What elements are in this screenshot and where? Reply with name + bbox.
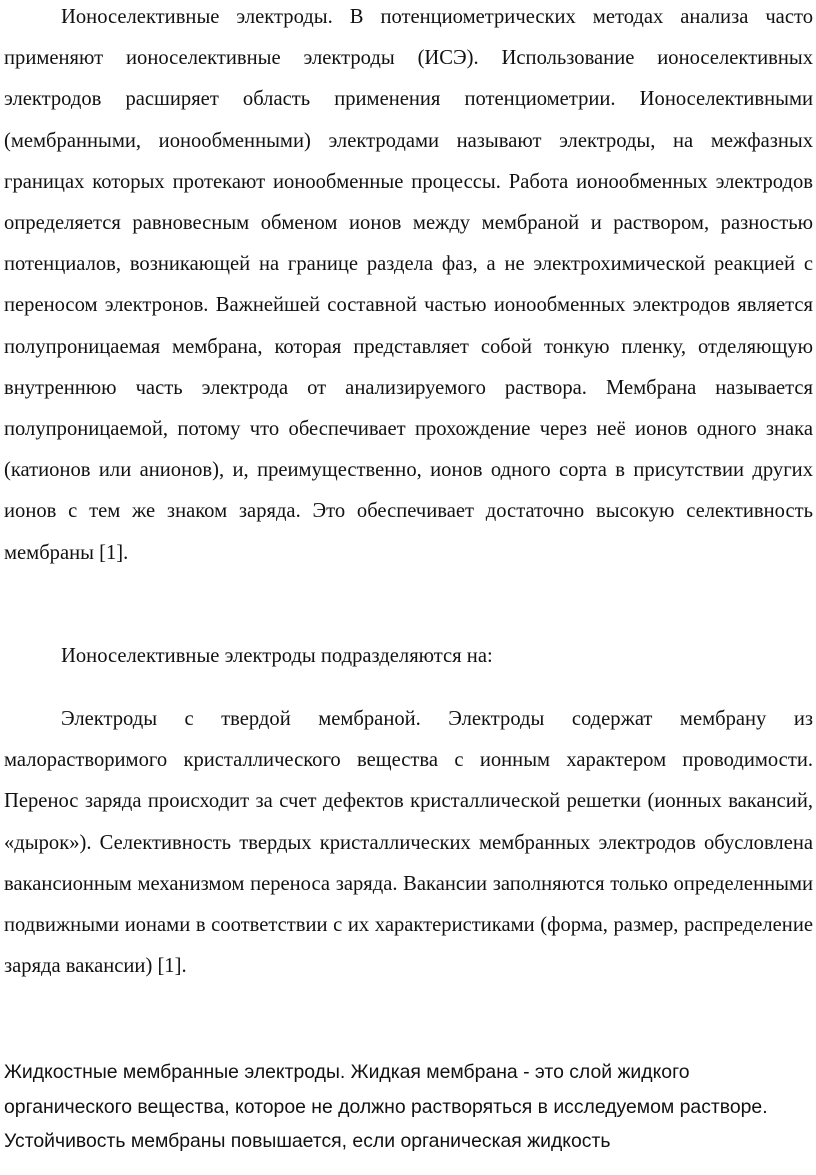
paragraph-classification-intro: Ионоселективные электроды подразделяются на:	[61, 645, 493, 667]
paragraph-ion-selective-electrodes: Ионоселективные электроды. В потенциометрических методах анализа часто применяют ионоселективные электроды (ИСЭ). Использование ионоселективных электродов расширяет область применения потенциометрии. Ионоселективными (мембранными, ионообменными) электродами называют электроды, на межфазных границах которых протекают ионообменные процессы. Работа ионообменных электродов определяется равновесным обменом ионов между мембраной и раствором, разностью потенциалов, возникающей на границе раздела фаз, а не электрохимической реакцией с переносом электронов. Важнейшей составной частью ионообменных электродов является полупроницаемая мембрана, которая представляет собой тонкую пленку, отделяющую внутреннюю часть электрода от анализируемого раствора. Мембрана называется полупроницаемой, потому что обеспечивает прохождение через неё ионов одного знака (катионов или анионов), и, преимущественно, ионов одного сорта в присутствии других ионов с тем же знаком заряда. Это обеспечивает достаточно высокую селективность мембраны [1].	[4, 6, 813, 564]
paragraph-liquid-membrane-electrodes: Жидкостные мембранные электроды. Жидкая мембрана - это слой жидкого органического вещества, которое не должно растворяться в исследуемом растворе. Устойчивость мембраны повышается, если органическая жидкость	[4, 1061, 768, 1152]
paragraph-solid-membrane-electrodes: Электроды с твердой мембраной. Электроды содержат мембрану из малорастворимого кристаллического вещества с ионным характером проводимости. Перенос заряда происходит за счет дефектов кристаллической решетки (ионных вакансий, «дырок»). Селективность твердых кристаллических мембранных электродов обусловлена вакансионным механизмом переноса заряда. Вакансии заполняются только определенными подвижными ионами в соответствии с их характеристиками (форма, размер, распределение заряда вакансии) [1].	[4, 708, 813, 978]
